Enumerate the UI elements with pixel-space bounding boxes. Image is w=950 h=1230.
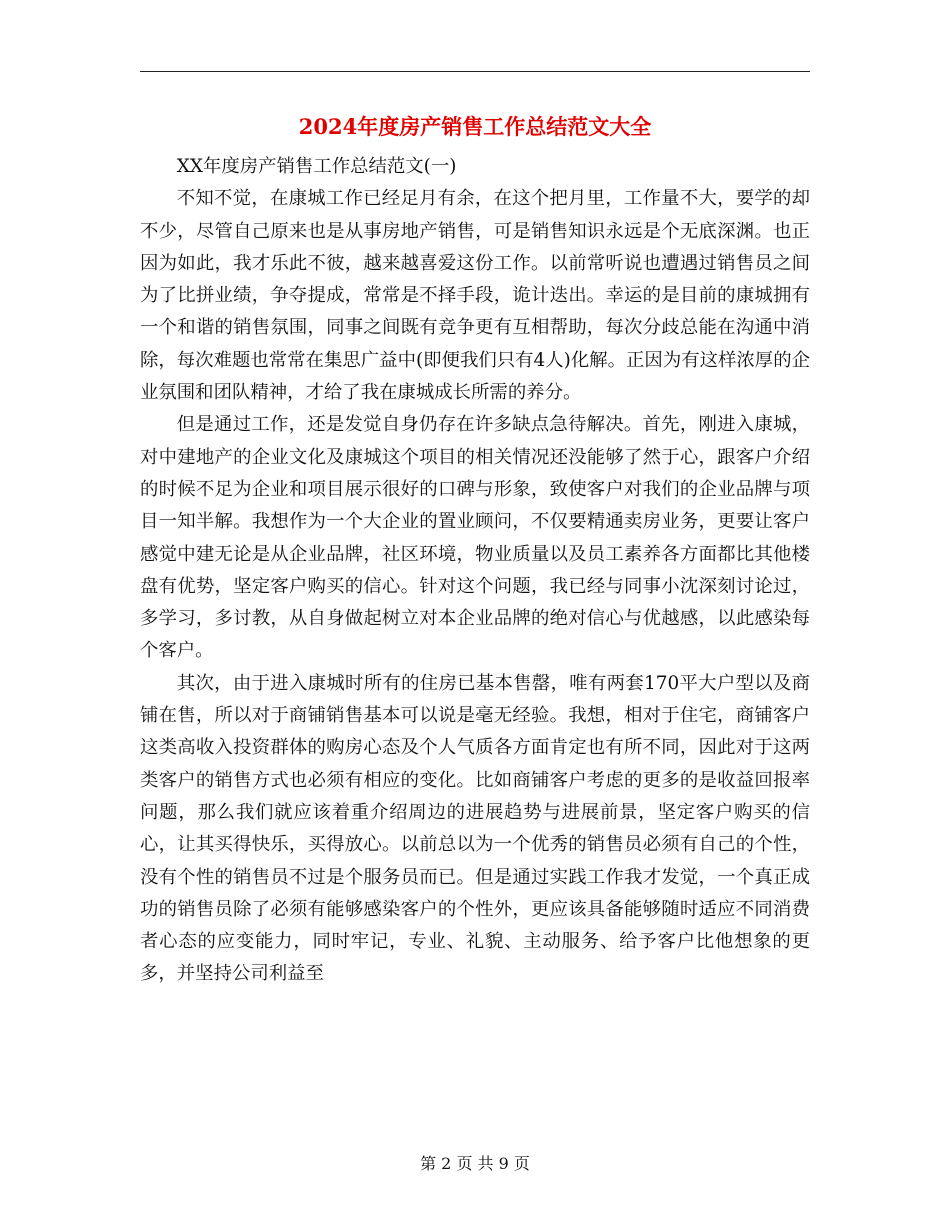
- document-body: [140, 151, 810, 991]
- paragraph-2: 但是通过工作，还是发觉自身仍存在许多缺点急待解决。首先，刚进入康城，对中建地产的企业文化及康城这个项目的相关情况还没能够了然于心，跟客户介绍的时候不足为企业和项目展示很好的口碑与形象，致使客户对我们的企业品牌与项目一知半解。我想作为一个大企业的置业顾问，不仅要精通卖房业务，更要让客户感觉中建无论是从企业品牌，社区环境，物业质量以及员工素养各方面都比其他楼盘有优势，坚定客户购买的信心。针对这个问题，我已经与同事小沈深刻讨论过，多学习，多讨教，从自身做起树立对本企业品牌的绝对信心与优越感，以此感染每个客户。: [140, 414, 810, 662]
- page-number: 第 2 页 共 9 页: [420, 1154, 530, 1173]
- header-rule: [140, 71, 810, 72]
- paragraph-3: 其次，由于进入康城时所有的住房已基本售罄，唯有两套170平大户型以及商铺在售，所以对于商铺销售基本可以说是毫无经验。我想，相对于住宅，商铺客户这类高收入投资群体的购房心态及个人气质各方面肯定也有所不同，因此对于这两类客户的销售方式也必须有相应的变化。比如商铺客户考虑的更多的是收益回报率问题，那么我们就应该着重介绍周边的进展趋势与进展前景，坚定客户购买的信心，让其买得快乐，买得放心。以前总以为一个优秀的销售员必须有自己的个性，没有个性的销售员不过是个服务员而已。但是通过实践工作我才发觉，一个真正成功的销售员除了必须有能够感染客户的个性外，更应该具备能够随时适应不同消费者心态的应变能力，同时牢记，专业、礼貌、主动服务、给予客户比他想象的更多，并坚持公司利益至: [140, 672, 810, 985]
- document-title: 2024年度房产销售工作总结范文大全: [298, 114, 652, 139]
- section-subtitle: XX年度房产销售工作总结范文(一): [176, 156, 457, 177]
- paragraph-1: 不知不觉，在康城工作已经足月有余，在这个把月里，工作量不大，要学的却不少，尽管自己原来也是从事房地产销售，可是销售知识永远是个无底深渊。也正因为如此，我才乐此不彼，越来越喜爱这份工作。以前常听说也遭遇过销售员之间为了比拼业绩，争夺提成，常常是不择手段，诡计迭出。幸运的是目前的康城拥有一个和谐的销售氛围，同事之间既有竞争更有互相帮助，每次分歧总能在沟通中消除，每次难题也常常在集思广益中(即便我们只有4人)化解。正因为有这样浓厚的企业氛围和团队精神，才给了我在康城成长所需的养分。: [140, 188, 810, 404]
